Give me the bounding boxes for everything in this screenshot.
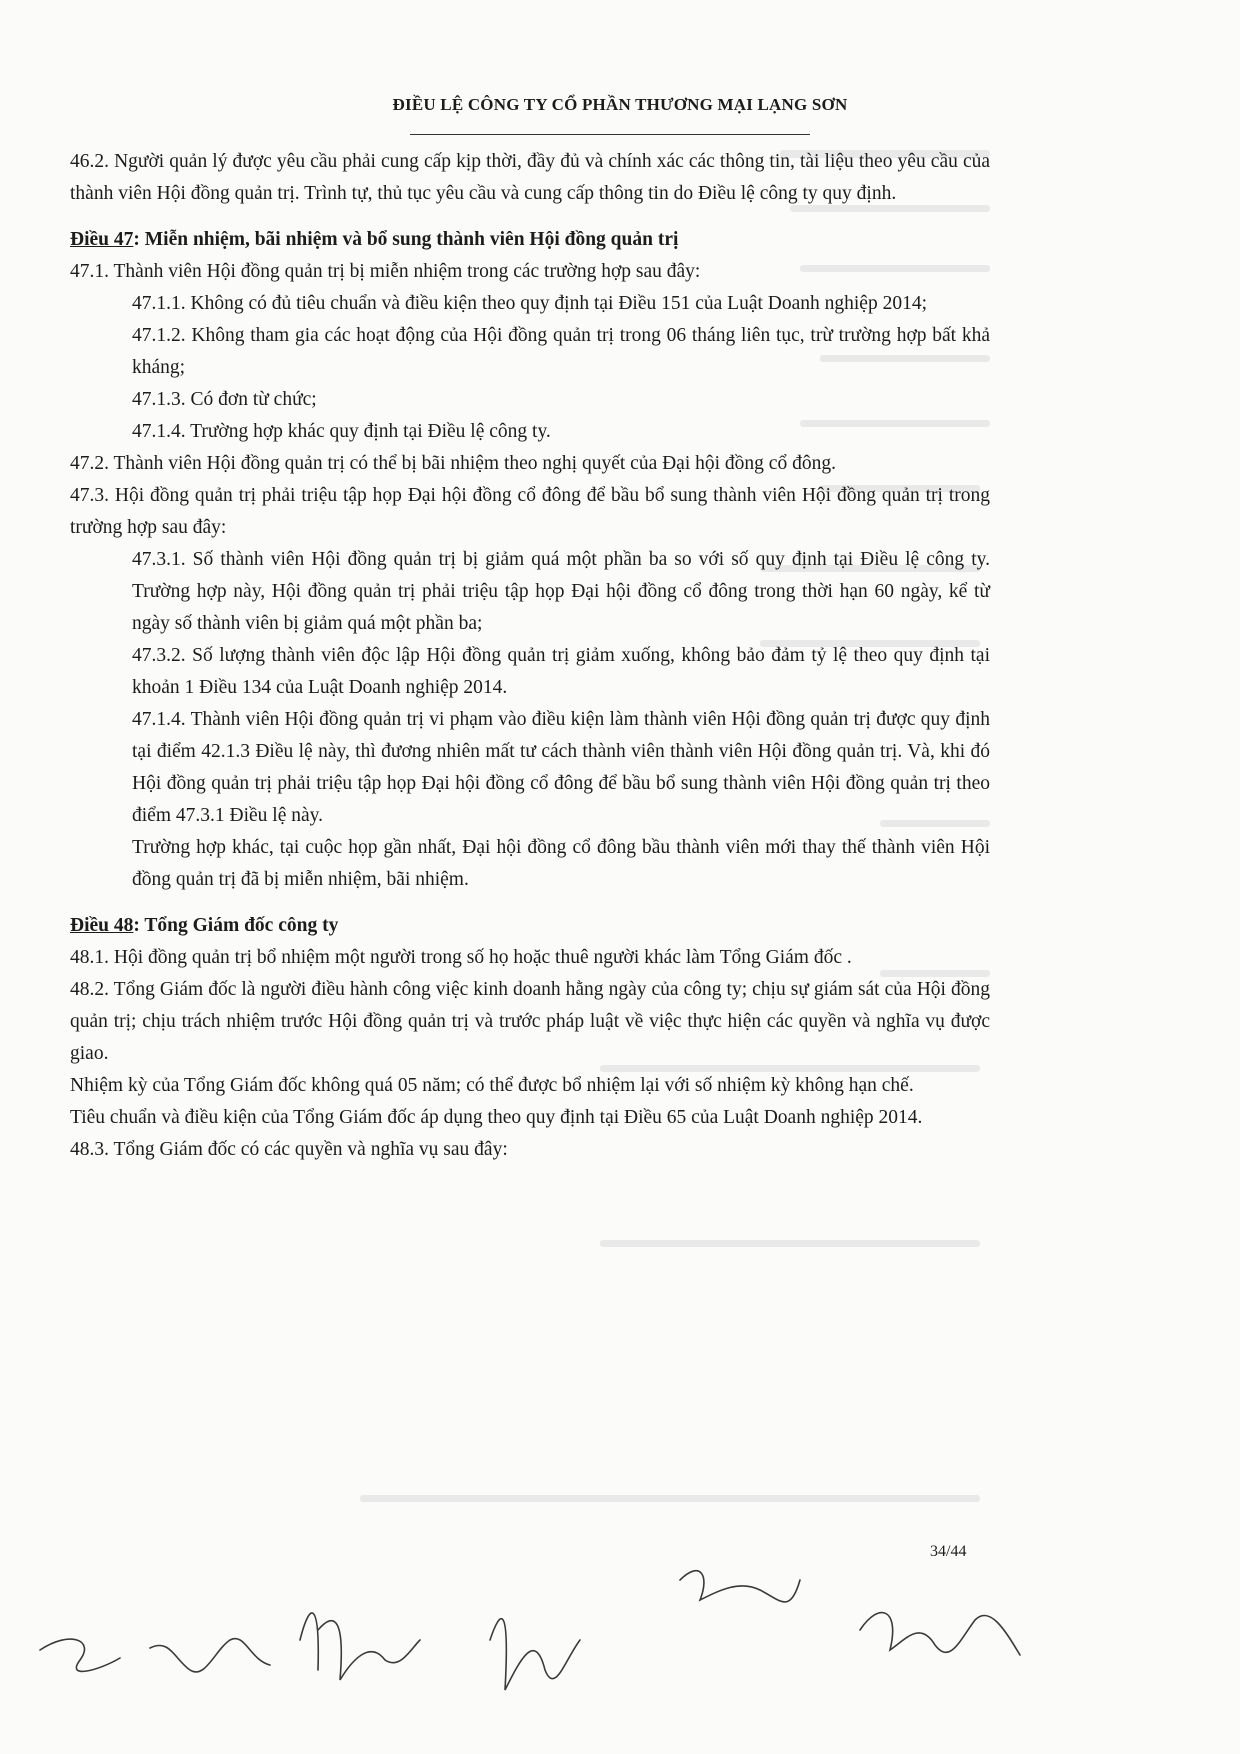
paragraph-47-1-4: 47.1.4. Trường hợp khác quy định tại Điều lệ công ty.: [132, 421, 551, 442]
paragraph-48-term: Nhiệm kỳ của Tổng Giám đốc không quá 05 năm; có thể được bổ nhiệm lại với số nhiệm kỳ không hạn chế.: [70, 1075, 914, 1096]
paragraph-47-1-4-violation: 47.1.4. Thành viên Hội đồng quản trị vi phạm vào điều kiện làm thành viên Hội đồng quản trị được quy định tại điểm 42.1.3 Điều lệ này, thì đương nhiên mất tư cách thành viên thành viên Hội đồng quản trị. Và, khi đó Hội đồng quản trị phải triệu tập họp Đại hội đồng cổ đông để bầu bổ sung thành viên Hội đồng quản trị theo điểm 47.3.1 Điều lệ này.: [132, 709, 990, 826]
signature-mark-2: [300, 1613, 420, 1680]
paragraph-47-3: 47.3. Hội đồng quản trị phải triệu tập họp Đại hội đồng cổ đông để bầu bổ sung thành viên Hội đồng quản trị trong trường hợp sau đây:: [70, 485, 990, 538]
paragraph-48-2: 48.2. Tổng Giám đốc là người điều hành công việc kinh doanh hằng ngày của công ty; chịu sự giám sát của Hội đồng quản trị; chịu trách nhiệm trước Hội đồng quản trị và trước pháp luật về việc thực hiện các quyền và nghĩa vụ được giao.: [70, 979, 990, 1064]
article-47-title: : Miễn nhiệm, bãi nhiệm và bổ sung thành viên Hội đồng quản trị: [133, 229, 679, 250]
paragraph-46-2: 46.2. Người quản lý được yêu cầu phải cung cấp kịp thời, đầy đủ và chính xác các thông tin, tài liệu theo yêu cầu của thành viên Hội đồng quản trị. Trình tự, thủ tục yêu cầu và cung cấp thông tin do Điều lệ công ty quy định.: [70, 151, 990, 204]
paragraph-47-3-1: 47.3.1. Số thành viên Hội đồng quản trị bị giảm quá một phần ba so với số quy định tại Điều lệ công ty. Trường hợp này, Hội đồng quản trị phải triệu tập họp Đại hội đồng cổ đông trong thời hạn 60 ngày, kể từ ngày số thành viên bị giảm quá một phần ba;: [132, 549, 990, 634]
paragraph-48-1: 48.1. Hội đồng quản trị bổ nhiệm một người trong số họ hoặc thuê người khác làm Tổng Giám đốc .: [70, 947, 852, 968]
paragraph-47-2: 47.2. Thành viên Hội đồng quản trị có thể bị bãi nhiệm theo nghị quyết của Đại hội đồng cổ đông.: [70, 453, 836, 474]
paragraph-47-1-2: 47.1.2. Không tham gia các hoạt động của Hội đồng quản trị trong 06 tháng liên tục, trừ trường hợp bất khả kháng;: [132, 325, 990, 378]
article-48-heading: [70, 910, 990, 942]
document-header: ĐIỀU LỆ CÔNG TY CỔ PHẦN THƯƠNG MẠI LẠNG SƠN: [392, 95, 848, 114]
paragraph-47-1: 47.1. Thành viên Hội đồng quản trị bị miễn nhiệm trong các trường hợp sau đây:: [70, 261, 701, 282]
paragraph-47-other-case: Trường hợp khác, tại cuộc họp gần nhất, Đại hội đồng cổ đông bầu thành viên mới thay thế thành viên Hội đồng quản trị đã bị miễn nhiệm, bãi nhiệm.: [132, 837, 990, 890]
signature-mark-4: [680, 1571, 800, 1602]
header-divider: [410, 134, 810, 135]
document-body: [70, 146, 990, 1166]
signature-mark-5: [860, 1613, 1020, 1655]
initials-signatures: [0, 1520, 1240, 1754]
paragraph-47-3-2: 47.3.2. Số lượng thành viên độc lập Hội đồng quản trị giảm xuống, không bảo đảm tỷ lệ theo quy định tại khoản 1 Điều 134 của Luật Doanh nghiệp 2014.: [132, 645, 990, 698]
article-47-heading: [70, 224, 990, 256]
signature-mark-3: [490, 1619, 580, 1690]
paragraph-47-1-3: 47.1.3. Có đơn từ chức;: [132, 389, 317, 410]
paragraph-47-1-1: 47.1.1. Không có đủ tiêu chuẩn và điều kiện theo quy định tại Điều 151 của Luật Doanh nghiệp 2014;: [132, 293, 927, 314]
page-number: 34/44: [930, 1543, 967, 1560]
article-48-title: : Tổng Giám đốc công ty: [133, 915, 339, 936]
signature-mark-1: [40, 1639, 270, 1672]
article-48-label: Điều 48: [70, 915, 134, 936]
article-47-label: Điều 47: [70, 229, 134, 250]
paragraph-48-standards: Tiêu chuẩn và điều kiện của Tổng Giám đốc áp dụng theo quy định tại Điều 65 của Luật Doanh nghiệp 2014.: [70, 1107, 923, 1128]
paragraph-48-3: 48.3. Tổng Giám đốc có các quyền và nghĩa vụ sau đây:: [70, 1139, 508, 1160]
